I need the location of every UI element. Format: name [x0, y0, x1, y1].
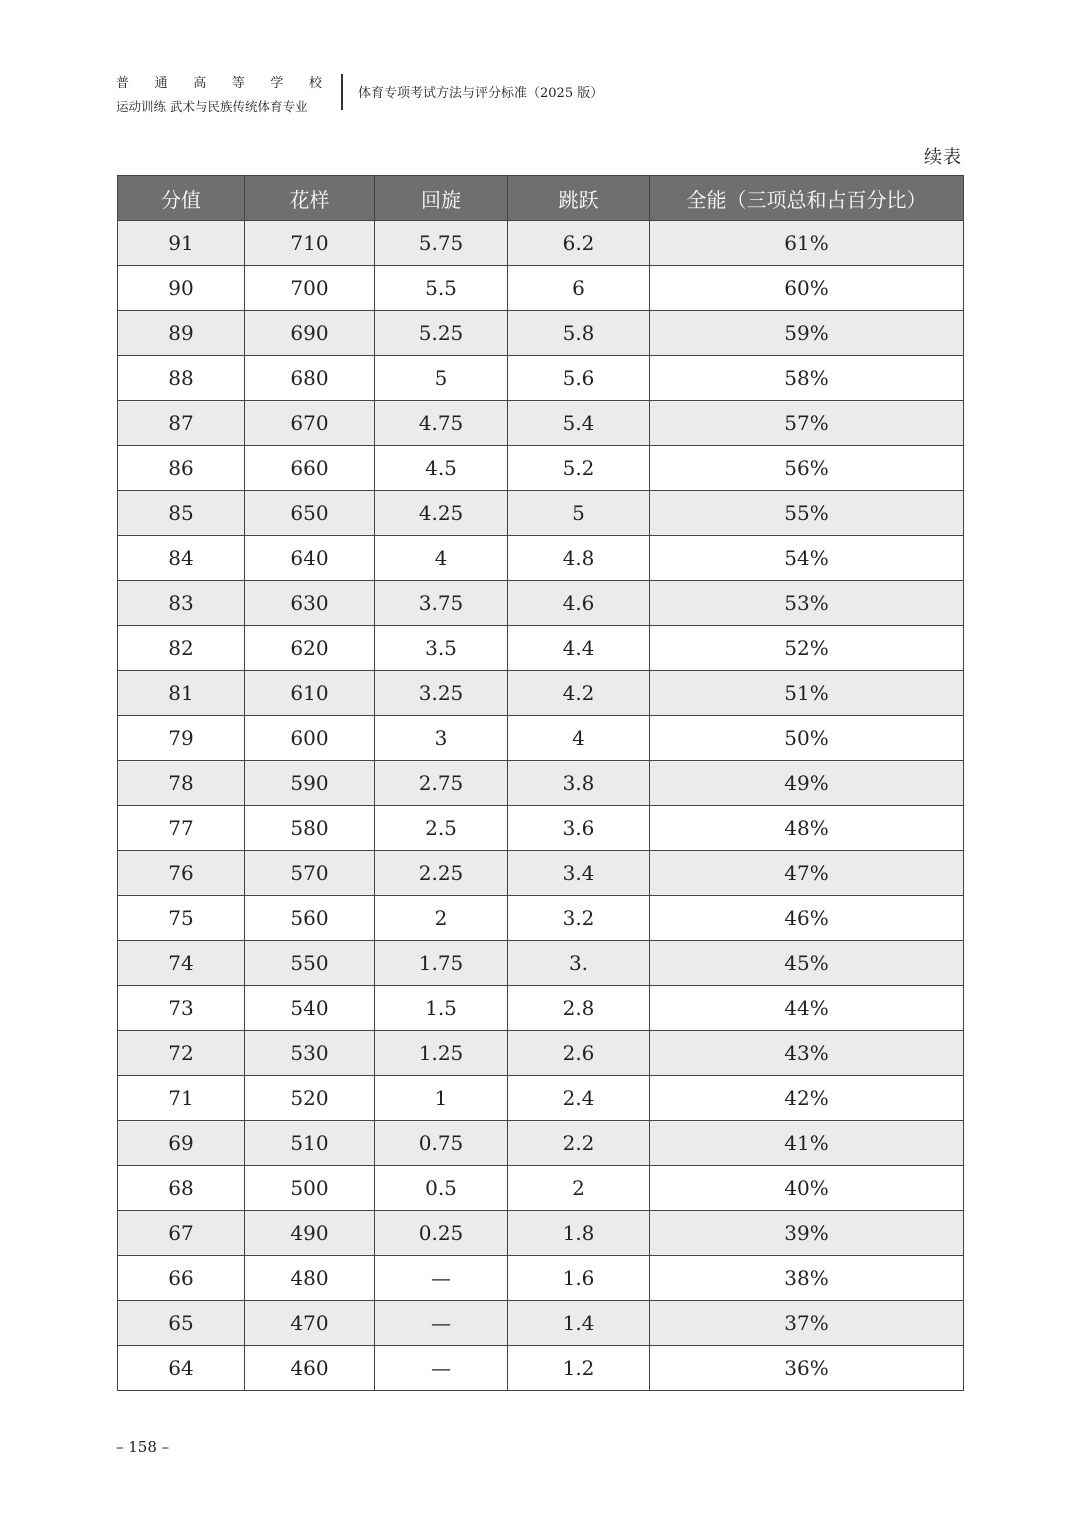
table-row — [118, 491, 964, 536]
table-cell: 37% — [650, 1301, 964, 1346]
table-row — [118, 896, 964, 941]
table-cell: 83 — [118, 581, 245, 626]
table-cell: 2.75 — [375, 761, 508, 806]
table-row — [118, 356, 964, 401]
table-cell: 2 — [508, 1166, 650, 1211]
table-row — [118, 671, 964, 716]
column-header: 分值 — [118, 176, 245, 221]
table-cell: 1.25 — [375, 1031, 508, 1076]
table-cell: 4.8 — [508, 536, 650, 581]
school-name — [116, 72, 322, 91]
table-row — [118, 221, 964, 266]
table-cell: 76 — [118, 851, 245, 896]
table-cell: 530 — [245, 1031, 375, 1076]
table-cell: 3.2 — [508, 896, 650, 941]
table-cell: 660 — [245, 446, 375, 491]
table-cell: 630 — [245, 581, 375, 626]
column-header: 回旋 — [375, 176, 508, 221]
table-body — [118, 221, 964, 1391]
table-row — [118, 986, 964, 1031]
table-cell: — — [375, 1346, 508, 1391]
table-cell: 4.5 — [375, 446, 508, 491]
book-title: 体育专项考试方法与评分标准（2025 版） — [358, 86, 604, 101]
school-name-char: 等 — [231, 76, 245, 91]
table-cell: 460 — [245, 1346, 375, 1391]
page-number: – 158 – — [116, 1438, 170, 1456]
table-cell: 640 — [245, 536, 375, 581]
school-name-char: 通 — [154, 76, 168, 91]
table-cell: 1.4 — [508, 1301, 650, 1346]
table-cell: 620 — [245, 626, 375, 671]
table-row — [118, 311, 964, 356]
table-cell: 4 — [375, 536, 508, 581]
table-cell: 470 — [245, 1301, 375, 1346]
table-cell: 90 — [118, 266, 245, 311]
table-cell: 88 — [118, 356, 245, 401]
table-cell: 490 — [245, 1211, 375, 1256]
table-row — [118, 851, 964, 896]
table-cell: 36% — [650, 1346, 964, 1391]
table-cell: 77 — [118, 806, 245, 851]
school-name-char: 校 — [308, 76, 322, 91]
table-row — [118, 1346, 964, 1391]
table-cell: 91 — [118, 221, 245, 266]
table-cell: 4.25 — [375, 491, 508, 536]
table-cell: 82 — [118, 626, 245, 671]
table-cell: 4 — [508, 716, 650, 761]
table-cell: 38% — [650, 1256, 964, 1301]
table-row — [118, 1121, 964, 1166]
table-cell: 1.5 — [375, 986, 508, 1031]
table-cell: 73 — [118, 986, 245, 1031]
table-row — [118, 536, 964, 581]
table-cell: 4.2 — [508, 671, 650, 716]
table-cell: 47% — [650, 851, 964, 896]
table-cell: 570 — [245, 851, 375, 896]
table-cell: 500 — [245, 1166, 375, 1211]
table-cell: 1.8 — [508, 1211, 650, 1256]
table-cell: — — [375, 1301, 508, 1346]
table-cell: 6.2 — [508, 221, 650, 266]
table-row — [118, 941, 964, 986]
table-cell: 520 — [245, 1076, 375, 1121]
table-cell: 3.4 — [508, 851, 650, 896]
table-cell: 75 — [118, 896, 245, 941]
table-cell: 600 — [245, 716, 375, 761]
table-cell: 650 — [245, 491, 375, 536]
table-cell: 0.25 — [375, 1211, 508, 1256]
table-cell: 54% — [650, 536, 964, 581]
table-cell: 59% — [650, 311, 964, 356]
table-cell: 4.75 — [375, 401, 508, 446]
table-cell: 1.6 — [508, 1256, 650, 1301]
table-cell: 710 — [245, 221, 375, 266]
table-cell: 86 — [118, 446, 245, 491]
major-name: 运动训练 武术与民族传统体育专业 — [116, 99, 308, 114]
table-row — [118, 581, 964, 626]
table-cell: 64 — [118, 1346, 245, 1391]
table-cell: 43% — [650, 1031, 964, 1076]
table-cell: 2.5 — [375, 806, 508, 851]
table-cell: 670 — [245, 401, 375, 446]
school-name-char: 高 — [193, 76, 207, 91]
table-cell: — — [375, 1256, 508, 1301]
table-row — [118, 1031, 964, 1076]
table-cell: 3.75 — [375, 581, 508, 626]
table-row — [118, 761, 964, 806]
table-cell: 540 — [245, 986, 375, 1031]
table-cell: 1.75 — [375, 941, 508, 986]
table-cell: 53% — [650, 581, 964, 626]
table-cell: 81 — [118, 671, 245, 716]
column-header: 花样 — [245, 176, 375, 221]
column-header: 全能（三项总和占百分比） — [650, 176, 964, 221]
table-cell: 58% — [650, 356, 964, 401]
table-cell: 5 — [375, 356, 508, 401]
table-cell: 5.5 — [375, 266, 508, 311]
table-cell: 2.25 — [375, 851, 508, 896]
table-row — [118, 266, 964, 311]
table-cell: 56% — [650, 446, 964, 491]
table-cell: 4.6 — [508, 581, 650, 626]
table-cell: 5.2 — [508, 446, 650, 491]
table-cell: 60% — [650, 266, 964, 311]
table-cell: 45% — [650, 941, 964, 986]
table-cell: 57% — [650, 401, 964, 446]
header-left — [116, 72, 326, 115]
table-cell: 84 — [118, 536, 245, 581]
table-cell: 680 — [245, 356, 375, 401]
table-cell: 5.6 — [508, 356, 650, 401]
table-cell: 5 — [508, 491, 650, 536]
table-cell: 52% — [650, 626, 964, 671]
table-cell: 67 — [118, 1211, 245, 1256]
table-cell: 51% — [650, 671, 964, 716]
table-cell: 78 — [118, 761, 245, 806]
table-cell: 2.8 — [508, 986, 650, 1031]
table-cell: 700 — [245, 266, 375, 311]
table-cell: 1 — [375, 1076, 508, 1121]
table-row — [118, 446, 964, 491]
school-name-char: 普 — [116, 76, 130, 91]
table-row — [118, 1166, 964, 1211]
table-cell: 41% — [650, 1121, 964, 1166]
table-cell: 3 — [375, 716, 508, 761]
table-cell: 2 — [375, 896, 508, 941]
table-cell: 69 — [118, 1121, 245, 1166]
table-cell: 40% — [650, 1166, 964, 1211]
table-cell: 2.4 — [508, 1076, 650, 1121]
school-name-char: 学 — [270, 76, 284, 91]
table-row — [118, 1211, 964, 1256]
continued-label: 续表 — [924, 147, 962, 168]
table-cell: 590 — [245, 761, 375, 806]
table-cell: 48% — [650, 806, 964, 851]
table-cell: 79 — [118, 716, 245, 761]
table-cell: 89 — [118, 311, 245, 356]
table-cell: 3. — [508, 941, 650, 986]
column-header: 跳跃 — [508, 176, 650, 221]
table-cell: 6 — [508, 266, 650, 311]
table-cell: 72 — [118, 1031, 245, 1076]
score-table — [117, 175, 964, 1391]
table-cell: 480 — [245, 1256, 375, 1301]
table-cell: 66 — [118, 1256, 245, 1301]
table-row — [118, 1301, 964, 1346]
table-cell: 4.4 — [508, 626, 650, 671]
table-cell: 65 — [118, 1301, 245, 1346]
table-row — [118, 626, 964, 671]
table-row — [118, 716, 964, 761]
table-cell: 2.6 — [508, 1031, 650, 1076]
table-row — [118, 401, 964, 446]
table-cell: 1.2 — [508, 1346, 650, 1391]
table-header-row — [118, 176, 964, 221]
table-cell: 50% — [650, 716, 964, 761]
table-cell: 0.75 — [375, 1121, 508, 1166]
table-cell: 5.4 — [508, 401, 650, 446]
table-cell: 55% — [650, 491, 964, 536]
table-cell: 3.6 — [508, 806, 650, 851]
table-cell: 2.2 — [508, 1121, 650, 1166]
table-cell: 42% — [650, 1076, 964, 1121]
table-cell: 49% — [650, 761, 964, 806]
table-cell: 5.75 — [375, 221, 508, 266]
table-cell: 5.25 — [375, 311, 508, 356]
table-cell: 610 — [245, 671, 375, 716]
table-row — [118, 1076, 964, 1121]
table-cell: 44% — [650, 986, 964, 1031]
table-cell: 3.25 — [375, 671, 508, 716]
header-divider — [341, 74, 343, 110]
table-cell: 510 — [245, 1121, 375, 1166]
table-row — [118, 1256, 964, 1301]
table-cell: 5.8 — [508, 311, 650, 356]
table-cell: 61% — [650, 221, 964, 266]
table-cell: 550 — [245, 941, 375, 986]
table-cell: 85 — [118, 491, 245, 536]
table-cell: 39% — [650, 1211, 964, 1256]
table-row — [118, 806, 964, 851]
table-cell: 87 — [118, 401, 245, 446]
table-cell: 560 — [245, 896, 375, 941]
table-cell: 580 — [245, 806, 375, 851]
table-cell: 71 — [118, 1076, 245, 1121]
table-cell: 0.5 — [375, 1166, 508, 1211]
table-cell: 68 — [118, 1166, 245, 1211]
table-cell: 74 — [118, 941, 245, 986]
table-cell: 46% — [650, 896, 964, 941]
table-cell: 3.5 — [375, 626, 508, 671]
table-cell: 690 — [245, 311, 375, 356]
table-cell: 3.8 — [508, 761, 650, 806]
